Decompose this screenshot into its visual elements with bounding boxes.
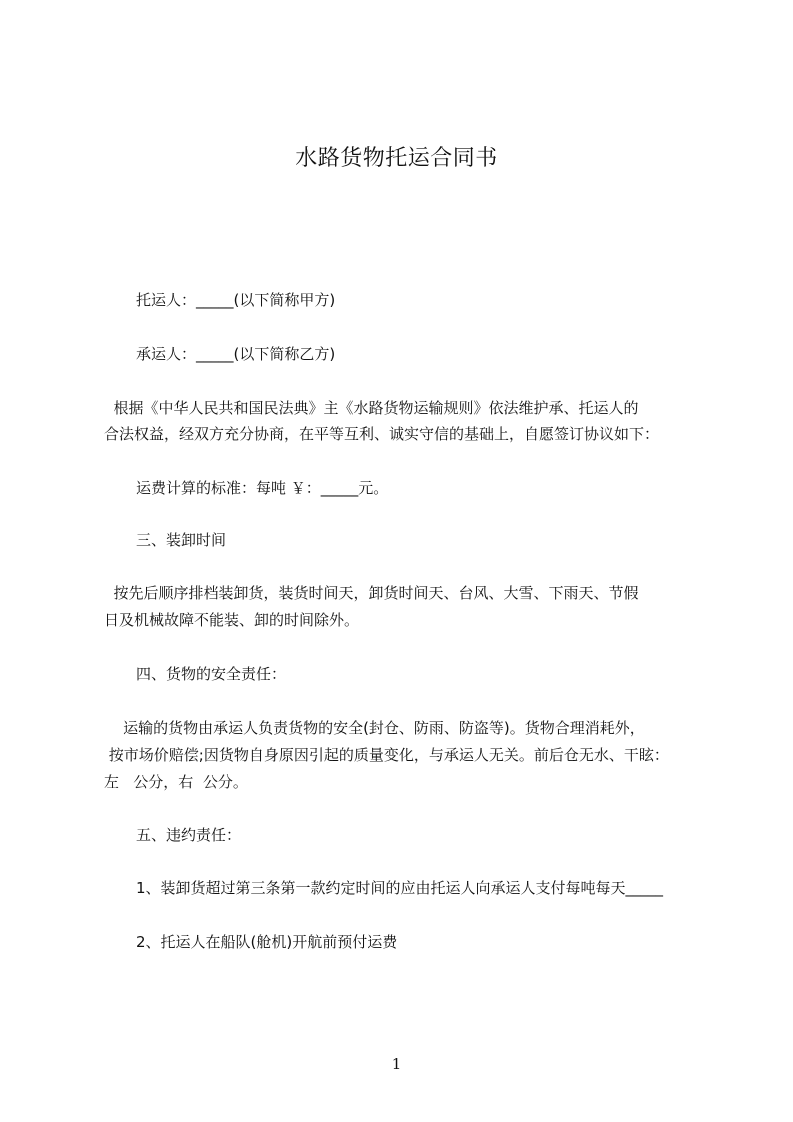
intro-line-2: 合法权益，经双方充分协商，在平等互利、诚实守信的基础上，自愿签订协议如下： bbox=[104, 425, 660, 443]
section-3-line-1: 按先后顺序排档装卸货，装货时间天，卸货时间天、台风、大雪、下雨天、节假 bbox=[104, 584, 639, 602]
section-4-line-1: 运输的货物由承运人负责货物的安全(封仓、防雨、防盗等)。货物合理消耗外， bbox=[104, 719, 645, 737]
section-4-heading: 四、货物的安全责任： bbox=[136, 665, 287, 683]
page-number: 1 bbox=[391, 1055, 402, 1073]
section-5-item-2: 2、托运人在船队(舱机)开航前预付运费 bbox=[136, 933, 398, 951]
freight-standard-line: 运费计算的标准：每吨 ￥：_____元。 bbox=[136, 479, 389, 497]
section-3-heading: 三、装卸时间 bbox=[136, 531, 227, 549]
document-title: 水路货物托运合同书 bbox=[295, 146, 498, 171]
section-4-line-3: 左 公分，右 公分。 bbox=[104, 773, 248, 791]
section-5-heading: 五、违约责任： bbox=[136, 826, 242, 844]
section-5-item-1: 1、装卸货超过第三条第一款约定时间的应由托运人向承运人支付每吨每天_____ bbox=[136, 879, 664, 897]
section-4-line-2: 按市场价赔偿;因货物自身原因引起的质量变化，与承运人无关。前后仓无水、干眩： bbox=[104, 746, 669, 764]
shipper-line: 托运人：_____(以下简称甲方) bbox=[136, 291, 336, 309]
section-3-line-2: 日及机械故障不能装、卸的时间除外。 bbox=[104, 611, 360, 629]
carrier-line: 承运人：_____(以下简称乙方) bbox=[136, 345, 336, 363]
intro-line-1: 根据《中华人民共和国民法典》主《水路货物运输规则》依法维护承、托运人的 bbox=[104, 399, 639, 417]
